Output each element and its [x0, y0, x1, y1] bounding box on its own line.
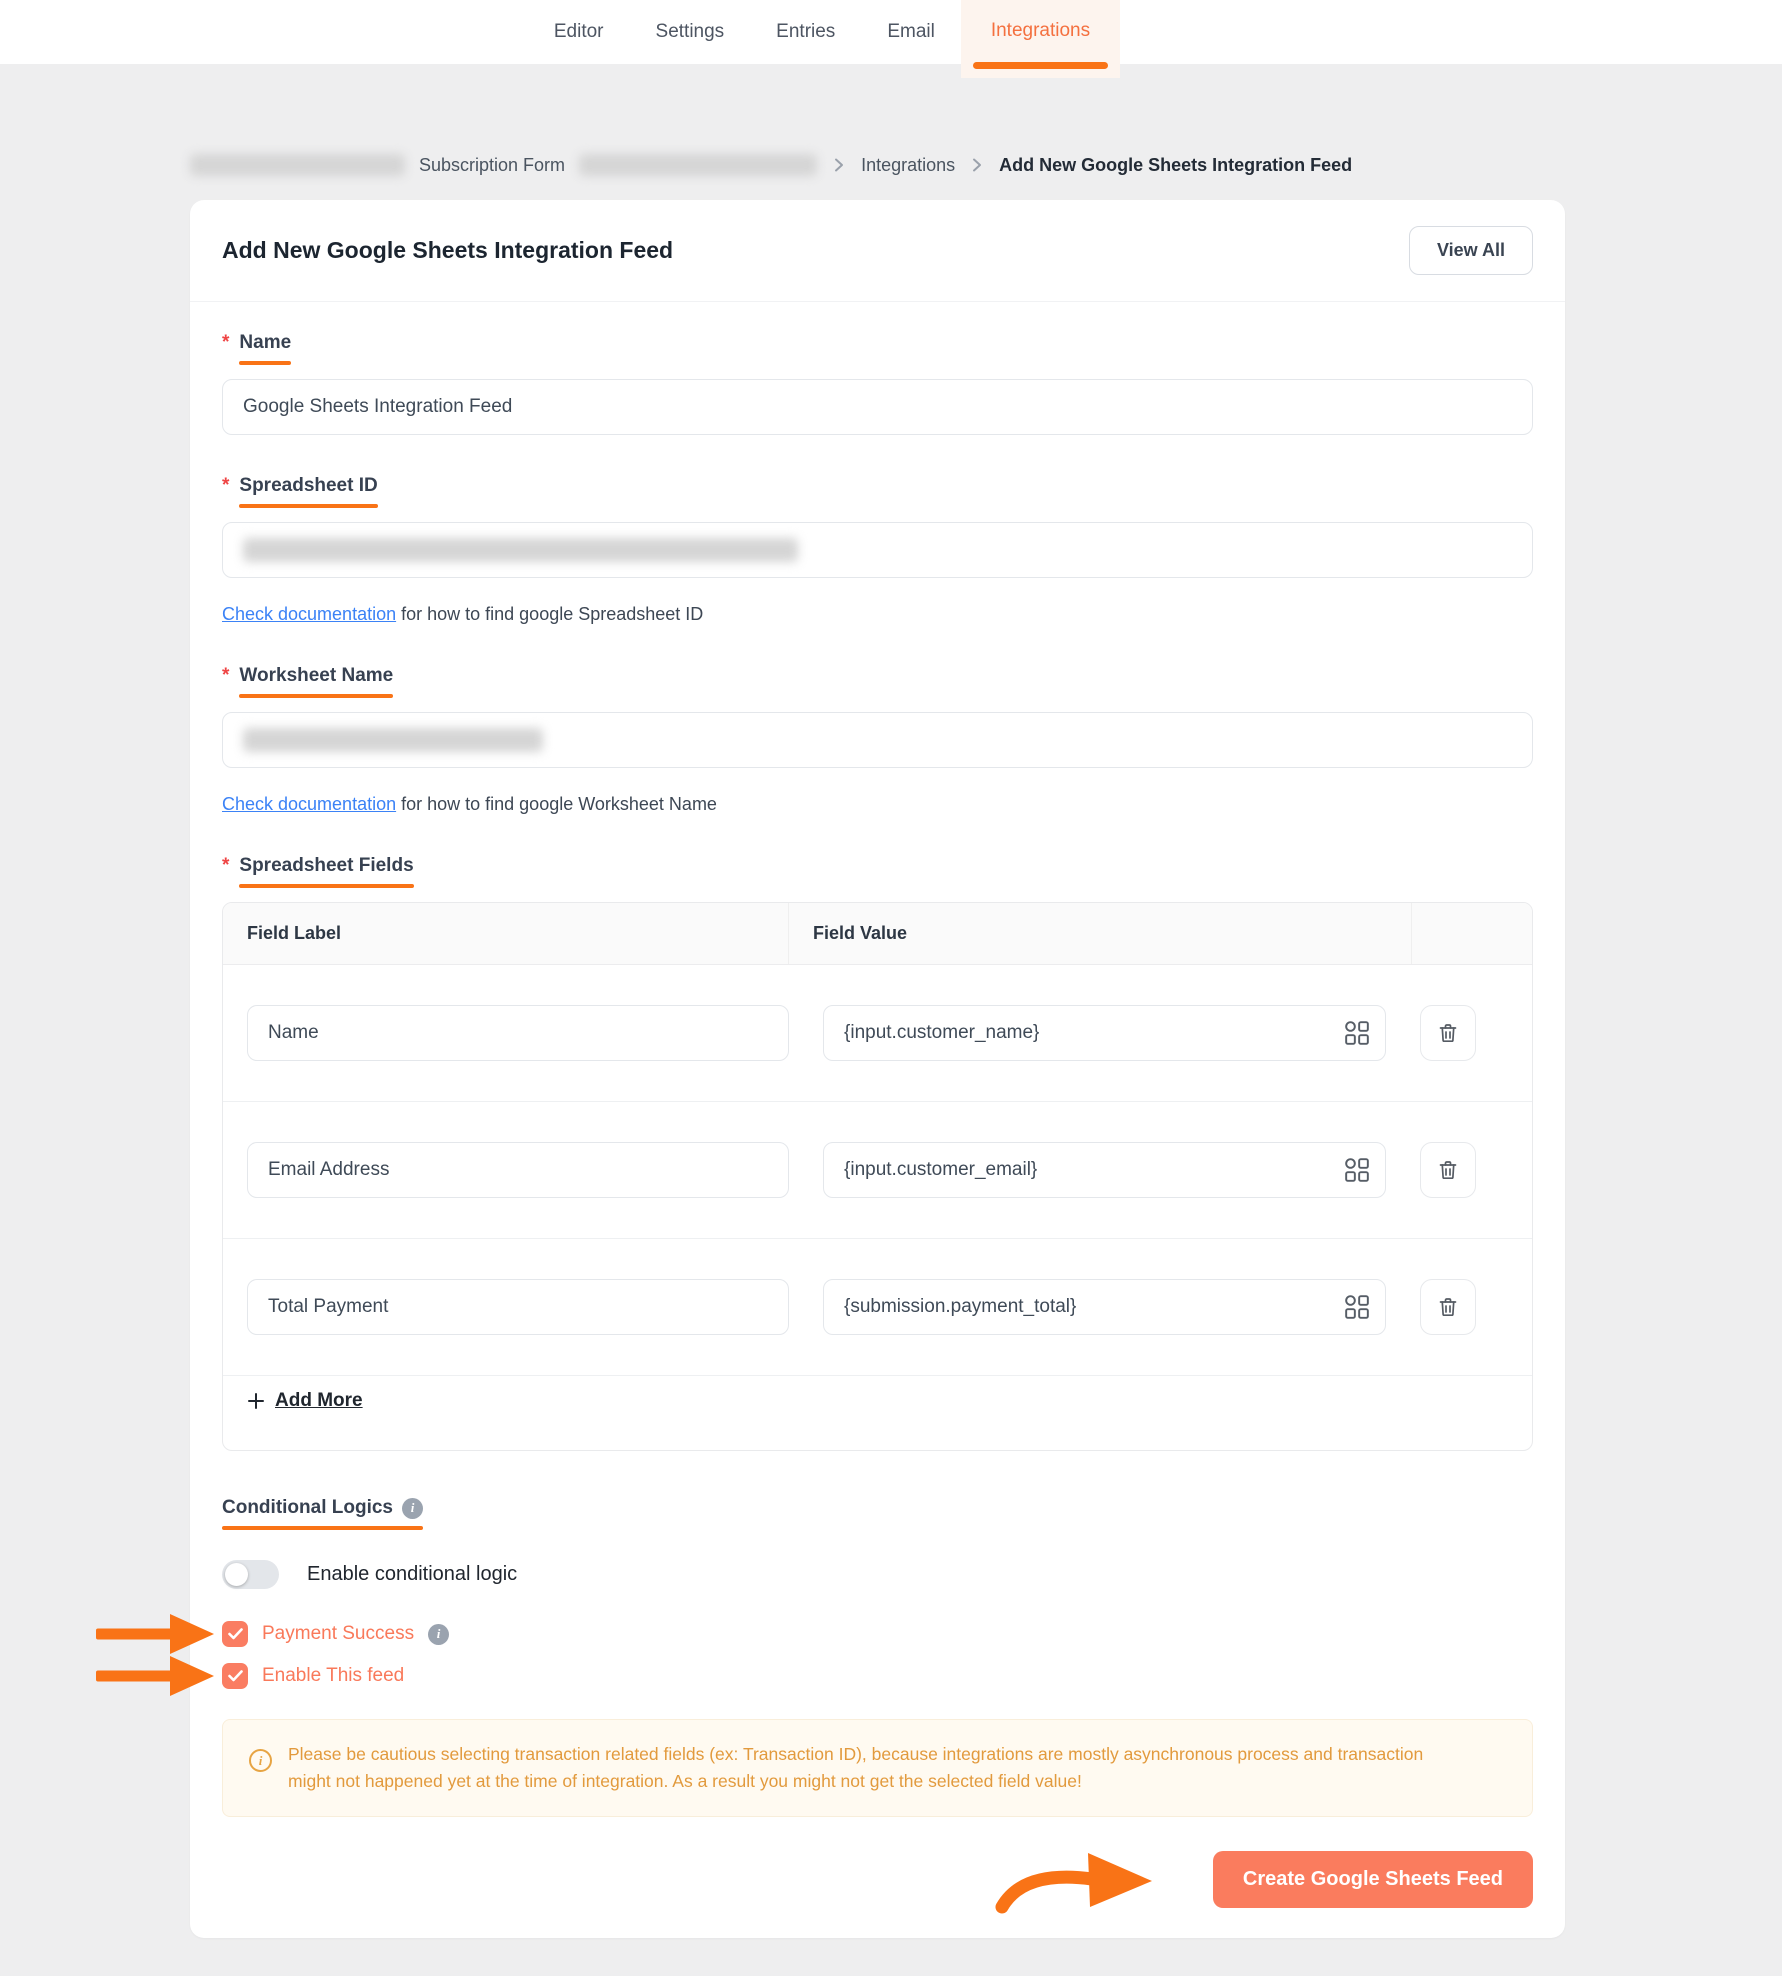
table-row: [223, 965, 1532, 1102]
field-label-row: [222, 855, 1533, 888]
spreadsheet-fields-label: Spreadsheet Fields: [239, 855, 413, 888]
conditional-logics-label: Conditional Logics: [222, 1497, 393, 1518]
trash-icon: [1436, 1158, 1460, 1182]
breadcrumb: [190, 154, 1782, 176]
tab-label: Editor: [553, 21, 604, 42]
field-label-input[interactable]: [247, 1142, 789, 1198]
integration-feed-card: [190, 200, 1565, 1938]
card-body: [190, 302, 1565, 1938]
conditional-toggle-row: [222, 1560, 1533, 1589]
trash-icon: [1436, 1021, 1460, 1045]
field-label-cell: [247, 1142, 789, 1198]
spreadsheet-fields-group: [222, 855, 1533, 1451]
tab-editor[interactable]: [528, 0, 630, 64]
tab-label: Email: [887, 21, 935, 42]
row-actions-cell: [1420, 1279, 1508, 1335]
field-label-input[interactable]: [247, 1005, 789, 1061]
trash-icon: [1436, 1295, 1460, 1319]
annotation-arrow-right-icon: [96, 1656, 214, 1696]
redacted-spreadsheet-id-value: [243, 538, 798, 562]
add-more-row: [223, 1376, 1532, 1450]
tab-email[interactable]: [861, 0, 961, 64]
conditional-toggle-label: Enable conditional logic: [307, 1563, 518, 1585]
top-tab-bar: [0, 0, 1782, 64]
column-header-actions: [1412, 903, 1532, 964]
merge-tag-picker-icon[interactable]: [1344, 1020, 1370, 1046]
redacted-breadcrumb-segment: [579, 154, 817, 176]
field-label-row: [222, 475, 1533, 508]
field-value-input[interactable]: [823, 1005, 1386, 1061]
field-label-input[interactable]: [247, 1279, 789, 1335]
warning-text: Please be cautious selecting transaction related fields (ex: Transaction ID), because integrations are mostly asynchronous process and transaction might not happened yet at the time of integration. As a result you might not get the selected field value!: [288, 1744, 1424, 1792]
tab-integrations[interactable]: [961, 0, 1120, 78]
field-value-cell: [823, 1142, 1386, 1198]
name-field-label: Name: [239, 332, 291, 365]
enable-feed-checkbox[interactable]: [222, 1663, 248, 1689]
worksheet-name-field-group: [222, 665, 1533, 815]
name-field-group: [222, 332, 1533, 435]
conditional-logics-heading: [222, 1497, 423, 1530]
help-text-rest: for how to find google Worksheet Name: [396, 794, 717, 814]
spreadsheet-id-field-label: Spreadsheet ID: [239, 475, 377, 508]
required-marker: *: [222, 475, 230, 496]
field-value-input[interactable]: [823, 1279, 1386, 1335]
required-marker: *: [222, 332, 230, 353]
spreadsheet-id-help-text: [222, 604, 1533, 625]
delete-row-button[interactable]: [1420, 1005, 1476, 1061]
info-icon[interactable]: i: [428, 1624, 449, 1645]
delete-row-button[interactable]: [1420, 1279, 1476, 1335]
worksheet-name-input[interactable]: [222, 712, 1533, 768]
toggle-knob: [225, 1563, 248, 1586]
spreadsheet-id-field-group: [222, 475, 1533, 625]
info-icon[interactable]: i: [402, 1498, 423, 1519]
merge-tag-picker-icon[interactable]: [1344, 1157, 1370, 1183]
required-marker: *: [222, 855, 230, 876]
transaction-warning-notice: [222, 1719, 1533, 1817]
table-row: [223, 1102, 1532, 1239]
check-documentation-link[interactable]: Check documentation: [222, 604, 397, 624]
chevron-right-icon: [831, 157, 847, 173]
check-icon: [228, 1628, 243, 1640]
merge-tag-picker-icon[interactable]: [1344, 1294, 1370, 1320]
create-google-sheets-feed-button[interactable]: Create Google Sheets Feed: [1213, 1851, 1533, 1908]
required-marker: *: [222, 665, 230, 686]
plus-icon: [247, 1392, 265, 1410]
worksheet-name-help-text: [222, 794, 1533, 815]
worksheet-name-field-label: Worksheet Name: [239, 665, 393, 698]
field-label-cell: [247, 1279, 789, 1335]
breadcrumb-form-label[interactable]: Subscription Form: [419, 154, 566, 175]
feed-options: [222, 1621, 1533, 1689]
spreadsheet-id-input[interactable]: [222, 522, 1533, 578]
page-title: Add New Google Sheets Integration Feed: [222, 237, 674, 263]
column-header-field-value: Field Value: [789, 903, 1412, 964]
field-label-row: [222, 332, 1533, 365]
enable-feed-option-row: [222, 1663, 1533, 1689]
field-label-cell: [247, 1005, 789, 1061]
chevron-right-icon: [969, 157, 985, 173]
redacted-breadcrumb-segment: [190, 154, 405, 176]
row-actions-cell: [1420, 1142, 1508, 1198]
field-value-cell: [823, 1005, 1386, 1061]
tab-settings[interactable]: [630, 0, 751, 64]
add-more-label: Add More: [275, 1390, 363, 1411]
field-value-cell: [823, 1279, 1386, 1335]
table-header-row: [223, 903, 1532, 965]
tab-entries[interactable]: [750, 0, 861, 64]
payment-success-option-row: [222, 1621, 1533, 1647]
add-more-button[interactable]: [247, 1390, 363, 1412]
conditional-logic-toggle[interactable]: [222, 1560, 279, 1589]
payment-success-label: Payment Success: [262, 1623, 415, 1644]
tab-label: Entries: [776, 21, 836, 42]
table-row: [223, 1239, 1532, 1376]
check-icon: [228, 1670, 243, 1682]
breadcrumb-integrations[interactable]: Integrations: [861, 154, 956, 175]
annotation-arrow-right-icon: [96, 1614, 214, 1654]
conditional-logics-section: [222, 1497, 1533, 1589]
annotation-curved-arrow-icon: [988, 1839, 1168, 1927]
delete-row-button[interactable]: [1420, 1142, 1476, 1198]
card-footer: [222, 1851, 1533, 1908]
field-value-input[interactable]: [823, 1142, 1386, 1198]
column-header-field-label: Field Label: [223, 903, 789, 964]
tab-label: Integrations: [990, 20, 1091, 41]
help-text-rest: for how to find google Spreadsheet ID: [396, 604, 704, 624]
view-all-button[interactable]: View All: [1409, 226, 1533, 275]
warning-info-icon: i: [249, 1749, 272, 1772]
tab-label: Settings: [655, 21, 725, 42]
tab-group: [528, 0, 1120, 64]
enable-feed-label: Enable This feed: [262, 1665, 405, 1686]
payment-success-checkbox[interactable]: [222, 1621, 248, 1647]
card-header: [190, 200, 1565, 302]
check-documentation-link[interactable]: Check documentation: [222, 794, 397, 814]
breadcrumb-current: Add New Google Sheets Integration Feed: [999, 154, 1353, 175]
row-actions-cell: [1420, 1005, 1508, 1061]
feed-name-input[interactable]: [222, 379, 1533, 435]
spreadsheet-fields-table: [222, 902, 1533, 1451]
redacted-worksheet-name-value: [243, 728, 543, 752]
section-heading-row: [222, 1497, 1533, 1530]
field-label-row: [222, 665, 1533, 698]
